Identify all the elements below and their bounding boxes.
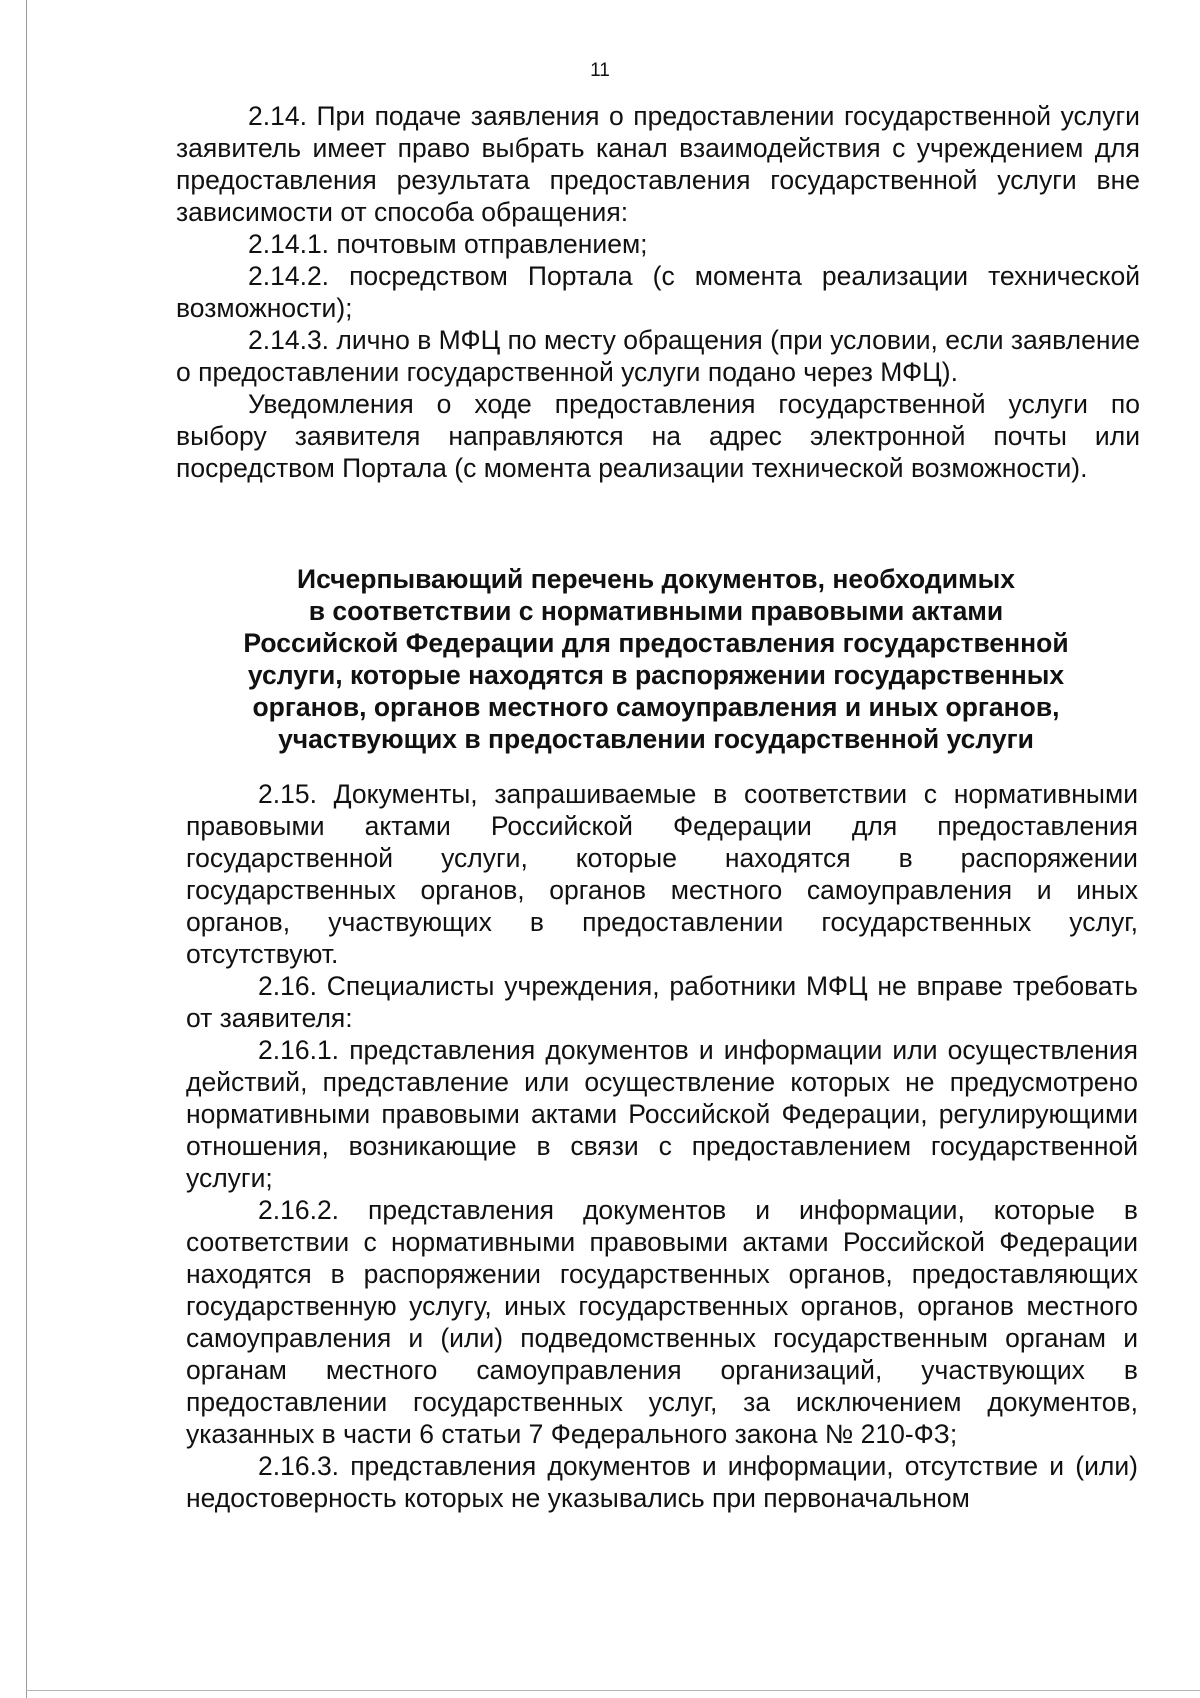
paragraph-2-14-1: 2.14.1. почтовым отправлением; (248, 229, 648, 259)
paragraph-2-16-2: 2.16.2. представления документов и информации, которые в соответствии с нормативными правовыми актами Российской Федерации находятся в распоряжении государственных органов, предоставляющих государственную услугу, иных государственных органов, органов местного самоуправления и (или) подведомственных государственным органам и органам местного самоуправления организаций, участвующих в предоставлении государственных услуг, за исключением документов, указанных в части 6 статьи 7 Федерального закона № 210-ФЗ; (186, 1195, 1138, 1449)
heading-line: в соответствии с нормативными правовыми актами (308, 596, 1004, 626)
scan-edge-bottom (26, 1690, 1200, 1691)
paragraph-2-16: 2.16. Специалисты учреждения, работники МФЦ не вправе требовать от заявителя: (186, 971, 1138, 1033)
heading-line: услуги, которые находятся в распоряжении государственных (247, 660, 1065, 690)
paragraph-2-14-3: 2.14.3. лично в МФЦ по месту обращения (при условии, если заявление о предоставлении государственной услуги подано через МФЦ). (176, 325, 1140, 387)
page-number: 11 (590, 60, 610, 81)
paragraph-2-14-2: 2.14.2. посредством Портала (с момента реализации технической возможности); (176, 261, 1140, 323)
scan-edge-left (26, 0, 27, 1698)
paragraph-2-15: 2.15. Документы, запрашиваемые в соответствии с нормативными правовыми актами Российской Федерации для предоставления государственной услуги, которые находятся в распоряжении государственных органов, органов местного самоуправления и иных органов, участвующих в предоставлении государственных услуг, отсутствуют. (186, 779, 1138, 969)
heading-line: Исчерпывающий перечень документов, необходимых (297, 564, 1015, 594)
heading-line: участвующих в предоставлении государственной услуги (278, 724, 1034, 754)
paragraph-2-16-1: 2.16.1. представления документов и информации или осуществления действий, представление или осуществление которых не предусмотрено нормативными правовыми актами Российской Федерации, регулирующими отношения, возникающие в связи с предоставлением государственной услуги; (186, 1035, 1138, 1193)
paragraph-2-14: 2.14. При подаче заявления о предоставлении государственной услуги заявитель имеет право выбрать канал взаимодействия с учреждением для предоставления результата предоставления государственной услуги вне зависимости от способа обращения: (176, 101, 1140, 227)
paragraph-2-16-3: 2.16.3. представления документов и информации, отсутствие и (или) недостоверность которых не указывались при первоначальном (186, 1451, 1138, 1513)
heading-line: Российской Федерации для предоставления государственной (243, 628, 1069, 658)
paragraph-notifications: Уведомления о ходе предоставления государственной услуги по выбору заявителя направляются на адрес электронной почты или посредством Портала (с момента реализации технической возможности). (176, 389, 1140, 483)
section-heading (196, 563, 1116, 755)
section-2-14 (176, 100, 1140, 484)
sections-2-15-2-16 (186, 778, 1138, 1514)
heading-line: органов, органов местного самоуправления и иных органов, (252, 692, 1060, 722)
